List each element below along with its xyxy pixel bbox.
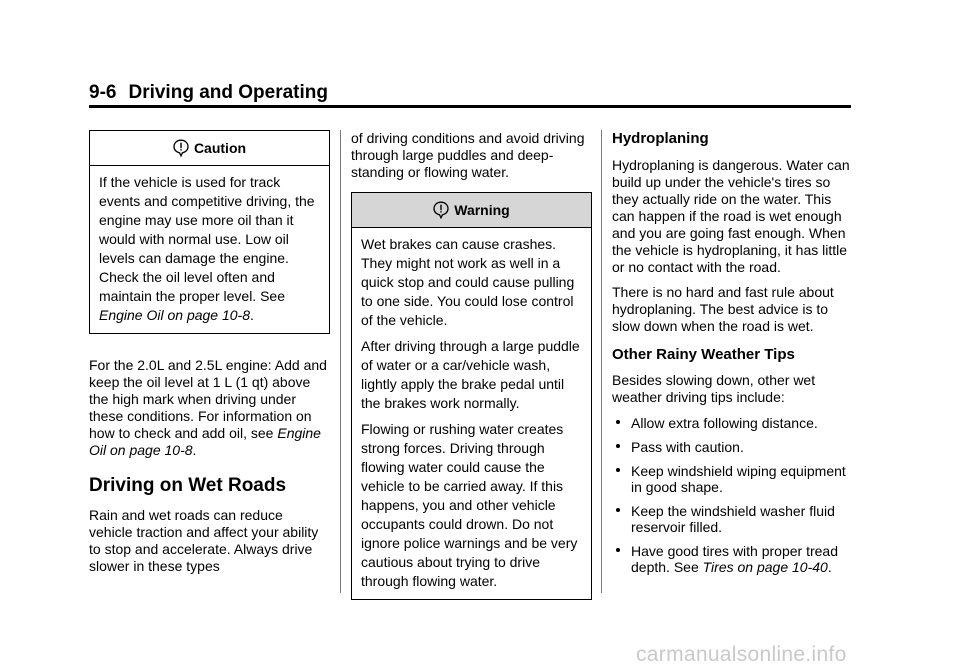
caution-body: If the vehicle is used for track events and competitive driving, the engine may use more oil than it would with normal use. Low oil levels can damage the engine. Check the oil level often and maintain the proper level. See bbox=[99, 174, 315, 304]
tires-link[interactable]: Tires on page 10-40 bbox=[702, 559, 828, 575]
caution-link[interactable]: Engine Oil on page 10-8 bbox=[99, 307, 250, 323]
rainy-tips-heading: Other Rainy Weather Tips bbox=[612, 346, 795, 363]
page-number: 9-6 bbox=[89, 82, 117, 103]
warning-p3: Flowing or rushing water creates strong forces. Driving through flowing water could cause the vehicle to be carried away. If this happens, you and other vehicle occupants could drown. Do not ignore police warnings and be very cautious about trying to drive through flowing water. bbox=[361, 421, 578, 589]
warning-box bbox=[351, 192, 592, 600]
list-item-text: Keep windshield wiping equipment in good shape. bbox=[631, 463, 846, 495]
wet-roads-intro: Rain and wet roads can reduce vehicle traction and affect your ability to stop and accelerate. Always drive slower in these types bbox=[89, 507, 319, 574]
caution-box bbox=[89, 130, 330, 334]
column-divider-right bbox=[601, 130, 602, 593]
bullet-icon bbox=[616, 468, 620, 472]
rainy-tips-list bbox=[612, 415, 852, 575]
column-3 bbox=[612, 130, 852, 583]
oil-note-text: For the 2.0L and 2.5L engine: Add and keep the oil level at 1 L (1 qt) above the high mark when driving under these conditions. For information on how to check and add oil, see bbox=[89, 357, 327, 441]
caution-header bbox=[90, 131, 329, 166]
wet-roads-continued: of driving conditions and avoid driving through large puddles and deep-standing or flowing water. bbox=[351, 130, 585, 180]
wet-roads-heading: Driving on Wet Roads bbox=[89, 475, 287, 496]
section-title: Driving and Operating bbox=[128, 82, 328, 103]
header-title bbox=[89, 82, 851, 104]
hydroplaning-p2: There is no hard and fast rule about hydroplaning. The best advice is to slow down when the road is wet. bbox=[612, 284, 834, 334]
column-2 bbox=[351, 130, 592, 600]
caution-icon bbox=[173, 139, 189, 157]
list-item bbox=[612, 439, 852, 455]
bullet-icon bbox=[616, 420, 620, 424]
list-item bbox=[612, 503, 852, 535]
column-divider-left bbox=[340, 130, 341, 593]
list-item bbox=[612, 415, 852, 431]
list-item-text: Keep the windshield washer fluid reservoir filled. bbox=[631, 503, 835, 535]
oil-note-trail: . bbox=[192, 442, 197, 458]
warning-title: Warning bbox=[454, 201, 510, 218]
hydroplaning-p1: Hydroplaning is dangerous. Water can build up under the vehicle's tires so they actually ride on the water. This can happen if the road is wet enough and you are going fast enough. When the vehicle is hydroplaning, it has little or no contact with the road. bbox=[612, 157, 850, 275]
warning-header bbox=[352, 193, 591, 228]
list-item bbox=[612, 543, 852, 575]
header-rule bbox=[89, 105, 851, 108]
oil-note-link[interactable]: Engine Oil on page 10-8 bbox=[89, 425, 321, 458]
list-item-text: Have good tires with proper tread depth. See bbox=[631, 543, 838, 575]
caution-trail: . bbox=[250, 307, 254, 323]
rainy-tips-intro: Besides slowing down, other wet weather driving tips include: bbox=[612, 372, 816, 405]
list-item bbox=[612, 463, 852, 495]
watermark: carmanualsonline.info bbox=[636, 643, 847, 666]
bullet-icon bbox=[616, 444, 620, 448]
oil-note bbox=[89, 357, 330, 459]
caution-title: Caution bbox=[193, 139, 247, 156]
warning-p1: Wet brakes can cause crashes. They might not work as well in a quick stop and could cause pulling to one side. You could lose control of the vehicle. bbox=[361, 236, 575, 328]
hydroplaning-heading: Hydroplaning bbox=[612, 130, 709, 147]
bullet-icon bbox=[616, 548, 620, 552]
bullet-icon bbox=[616, 508, 620, 512]
caution-text bbox=[99, 173, 320, 325]
column-1 bbox=[89, 130, 330, 575]
list-item-text: Pass with caution. bbox=[631, 439, 744, 455]
warning-p2: After driving through a large puddle of water or a car/vehicle wash, lightly apply the brake pedal until the brakes work normally. bbox=[361, 338, 580, 411]
page-header bbox=[89, 82, 851, 104]
tires-trail: . bbox=[827, 559, 832, 575]
warning-icon bbox=[433, 201, 449, 219]
list-item-text: Allow extra following distance. bbox=[631, 415, 818, 431]
